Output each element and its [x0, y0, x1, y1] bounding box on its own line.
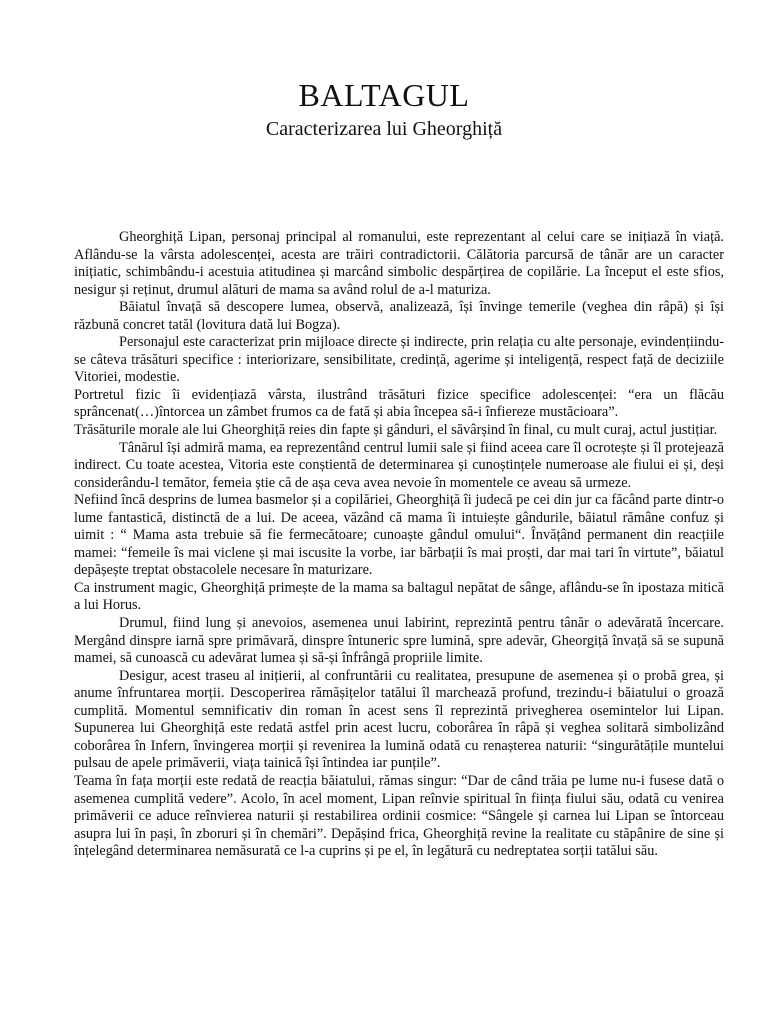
paragraph: Personajul este caracterizat prin mijloace directe și indirecte, prin relația cu alte personaje, evindențiindu-se câteva trăsături specifice : interiorizare, sensibilitate, credință, agerime și inteligență, respect față de deciziile Vitoriei, modestie.: [74, 334, 724, 386]
document-body: [74, 229, 724, 861]
paragraph: Desigur, acest traseu al inițierii, al confruntării cu realitatea, presupune de asemenea și o probă grea, și anume înfruntarea morții. Descoperirea rămășițelor tatălui îl marchează profund, trezindu-i băiatului o groază cumplită. Momentul semnificativ din roman în acest sens îl reprezintă privegherea osemintelor lui Lipan. Supunerea lui Gheorghiță este redată astfel prin acest lucru, coborârea în râpă și veghea solitară simbolizând coborârea în Infern, învingerea morții și revenirea la lumină odată cu renașterea naturii: “singurătățile muntelui pulsau de apele primăverii, viața tainică își întindea iar punțile”.: [74, 667, 724, 772]
document-subtitle: Caracterizarea lui Gheorghiță: [265, 118, 503, 140]
paragraph: Portretul fizic îi evidențiază vârsta, ilustrând trăsături fizice specifice adolescenței: “era un flăcău sprâncenat(…)întorcea un zâmbet frumos ca de fată și abia începea să-i înfiereze mustăcioara”.: [74, 386, 724, 421]
paragraph: Drumul, fiind lung și anevoios, asemenea unui labirint, reprezintă pentru tânăr o adevărată încercare. Mergând dinspre iarnă spre primăvară, dinspre întuneric spre lumină, spre adevăr, Gheorgiță învață să se supună mamei, să cunoască cu adevărat lumea și să-și înfrângă propriile limite.: [74, 615, 724, 667]
paragraph: Gheorghiță Lipan, personaj principal al romanului, este reprezentant al celui care se inițiază în viață. Aflându-se la vârsta adolescenței, acesta are trăiri contradictorii. Călătoria parcursă de tânăr are un caracter inițiatic, schimbându-i acestuia atitudinea și marcând simbolic despărțirea de copilărie. La început el este sfios, nesigur și reținut, drumul alături de mama sa având rolul de a-l maturiza.: [74, 229, 724, 298]
paragraph: Nefiind încă desprins de lumea basmelor și a copilăriei, Gheorghiță îi judecă pe cei din jur ca făcând parte dintr-o lume fantastică, distinctă de a lui. De aceea, văzând că mama îi intuiește gândurile, băiatul rămâne confuz și uimit : “ Mama asta trebuie să fie fermecătoare; cunoaște gândul omului“. Învățând permanent din reacțiile mamei: “femeile îs mai viclene și mai iscusite la vorbe, iar bărbații îs mai proști, dar mai tari în virtute”, băiatul depășește treptat obstacolele necesare în maturizare.: [74, 492, 724, 579]
paragraph: Tânărul își admiră mama, ea reprezentând centrul lumii sale și fiind aceea care îl ocrotește și îl protejează indirect. Cu toate acestea, Vitoria este conștientă de determinarea și cunoștințele numeroase ale fiului ei și, deși considerându-l temător, femeia știe că de așa ceva avea nevoie în momentele ce aveau să urmeze.: [74, 439, 724, 491]
paragraph: Ca instrument magic, Gheorghiță primește de la mama sa baltagul nepătat de sânge, aflându-se în ipostaza mitică a lui Horus.: [74, 579, 724, 614]
document-title: BALTAGUL: [298, 77, 470, 113]
paragraph: Băiatul învață să descopere lumea, observă, analizează, își învinge temerile (veghea din râpă) și își răzbună concret tatăl (lovitura dată lui Bogza).: [74, 299, 724, 333]
paragraph: Trăsăturile morale ale lui Gheorghiță reies din fapte și gânduri, el săvârșind în final, cu mult curaj, actul justițiar.: [74, 422, 718, 439]
paragraph: Teama în fața morții este redată de reacția băiatului, rămas singur: “Dar de când trăia pe lume nu-i fusese dată o asemenea cumplită vedere”. Acolo, în acel moment, Lipan reînvie spiritual în ființa fiului său, odată cu venirea primăverii ce aduce reînvierea naturii și restabilirea ordinii cosmice: “Sângele și carnea lui Lipan se întorceau asupra lui în pași, în zboruri și în chemări”. Depășind frica, Gheorghiță revine la realitate cu stăpânire de sine și înțelegând determinarea nemăsurată ce l-a cuprins și pe el, în legătură cu nedreptatea sorții tatălui său.: [74, 772, 724, 860]
